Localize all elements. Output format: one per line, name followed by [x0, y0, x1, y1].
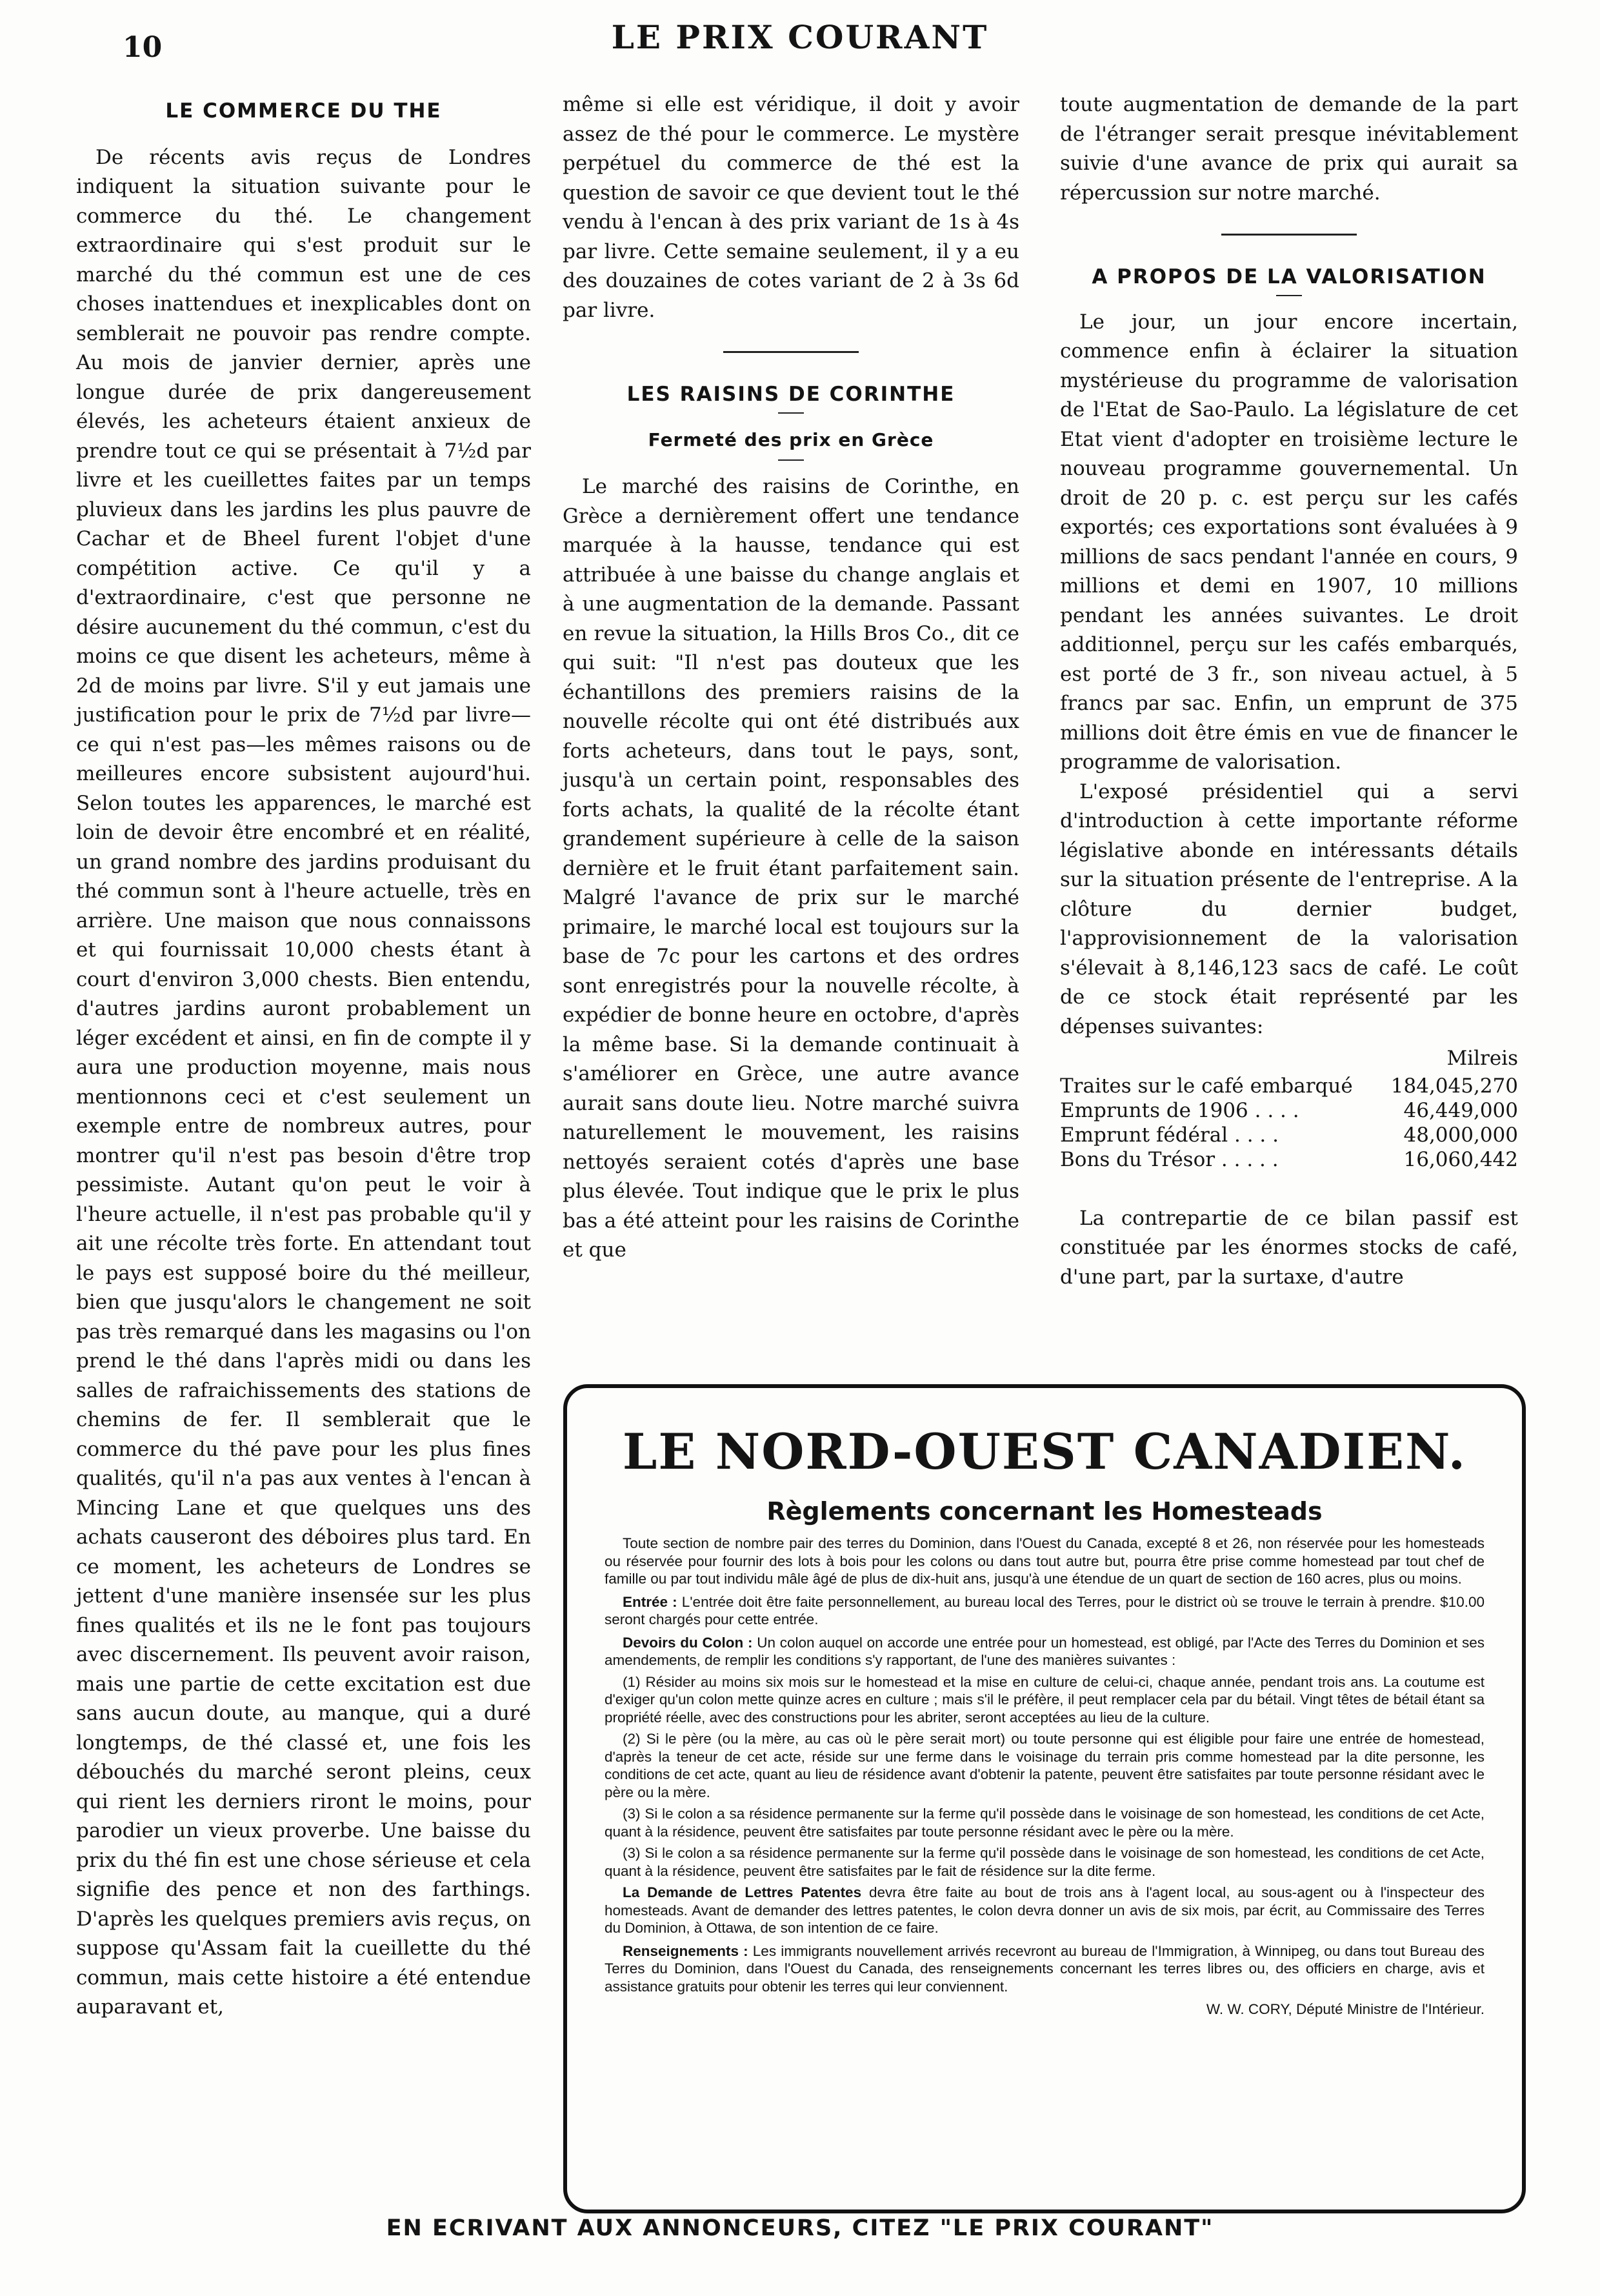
article-paragraph: La contrepartie de ce bilan passif est constituée par les énormes stocks de café, d'une part, par la surtaxe, d'autre — [1060, 1206, 1518, 1289]
article-paragraph: De récents avis reçus de Londres indiquent la situation suivante pour le commerce du thé. Le changement extraordinaire qui s'est produit sur le marché du thé commun est une de ces choses inattendues et inexplicables dont on semblerait ne pouvoir pas rendre compte. Au mois de janvier dernier, après une longue durée de prix dangereusement élevés, les acheteurs étaient anxieux de prendre tout ce qui se présentait à 7½d par livre et les cueillettes faites par un temps pluvieux dans les jardins les plus pauvre de Cachar et de Bheel furent l'objet d'une compétition active. Ce qu'il y a d'extraordinaire, c'est que personne ne désire aucunement du thé commun, c'est du moins ce que disent les acheteurs, même à 2d de moins par livre. S'il y eut jamais une justification pour le prix de 7½d par livre—ce qui n'est pas—les mêmes raisons ou de meilleures encore subsistent aujourd'hui. Selon toutes les apparences, le marché est loin de devoir être encombré et en réalité, un grand nombre des jardins produisant du thé commun sont à l'heure actuelle, très en arrière. Une maison que nous connaissons et qui fournissait 10,000 chests étant à court d'environ 3,000 chests. Bien entendu, d'autres jardins auront probablement un léger excédent et ainsi, en fin de compte il y aura une production moyenne, mais nous mentionnons ceci et c'est seulement un exemple entre de nombreux autres, pour montrer qu'il n'est pas besoin d'être trop pessimiste. Autant qu'on peut le voir à l'heure actuelle, il n'est pas probable qu'il y ait une récolte très forte. En attendant tout le pays est supposé boire du thé meilleur, bien que jusqu'alors le changement ne soit pas très remarqué dans les magasins ou l'on prend le thé dans l'après midi ou dans les salles de rafraichissements des stations de chemins de fer. Il semblerait que le commerce du thé pave pour les plus fines qualités, qu'il n'a pas aux ventes à l'encan à Mincing Lane et que quelques uns des achats causeront des déboires plus tard. En ce moment, les acheteurs de Londres se jettent d'une manière insensée sur les plus fines qualités et ils ne le font pas toujours avec discernement. Ils peuvent avoir raison, mais une partie de cette excitation est due sans aucun doute, au manque, qui a duré longtemps, de thé classé et, une fois les débouchés du marché seront pleins, ceux qui rient les derniers riront le moins, pour parodier un vieux proverbe. Une baisse du prix du thé fin est une chose sérieuse et cela signifie des pence et non des farthings. D'après les quelques premiers avis reçus, on suppose qu'Assam fait la cueillette du thé commun, mais cette histoire a été entendue auparavant et, — [76, 145, 531, 2019]
ad-demande-text: devra être faite au bout de trois ans à l'agent local, au sous-agent ou à l'inspecteur des homesteads. Avant de demander des lettres patentes, le colon devra donner un avis de six mois, par écrit, au Commissaire des Terres du Dominion, à Ottawa, de son intention de ce faire. — [605, 1884, 1485, 1936]
column-commerce-du-the — [76, 97, 531, 2022]
article-title-valorisation: A PROPOS DE LA VALORISATION — [1092, 265, 1486, 288]
page-number: 10 — [123, 31, 163, 64]
ad-entree-lead: Entrée : — [623, 1593, 677, 1610]
row-value: 184,045,270 — [1390, 1074, 1518, 1098]
subtitle-divider — [778, 459, 804, 461]
row-label: Traites sur le café embarqué — [1060, 1074, 1353, 1098]
ad-entree — [605, 1593, 1485, 1629]
ad-renseignements-text: Les immigrants nouvellement arrivés recevront au bureau de l'Immigration, à Winnipeg, ou dans tout Bureau des Terres du Dominion, dans l'Ouest du Canada, des renseignements concernant les terres libres ou, des officiers en charge, avis et assistance gratuits pour obtenir les terres qui leur conviennent. — [605, 1942, 1485, 1995]
ad-devoirs — [605, 1634, 1485, 1669]
column-raisins-de-corinthe — [563, 90, 1019, 1265]
row-value: 46,449,000 — [1403, 1098, 1518, 1122]
ad-intro: Toute section de nombre pair des terres du Dominion, dans l'Ouest du Canada, excepté 8 et 26, non réservée pour les homesteads ou réservée pour fournir des lots à bois pour les colons ou dans tout autre but, pourra être prise comme homestead par tout chef de famille ou par tout individu mâle âgé de plus de dix-huit ans, jusqu'à une étendue de un quart de section de 160 acres, plus ou moins. — [605, 1535, 1485, 1587]
ad-condition-3b: (3) Si le colon a sa résidence permanente sur la ferme qu'il possède dans le voisinage de son homestead, les conditions de cet Acte, quant à la résidence, peuvent être satisfaites par le fait de résidence sur la dite ferme. — [605, 1845, 1485, 1879]
article-title-raisins-de-corinthe: LES RAISINS DE CORINTHE — [626, 383, 955, 406]
ad-title: LE NORD-OUEST CANADIEN. — [622, 1423, 1467, 1480]
page-footer: EN ECRIVANT AUX ANNONCEURS, CITEZ "LE PRIX COURANT" — [386, 2215, 1214, 2241]
ad-devoirs-lead: Devoirs du Colon : — [623, 1634, 753, 1651]
ad-renseignements-lead: Renseignements : — [623, 1942, 748, 1959]
article-paragraph: Le jour, un jour encore incertain, commence enfin à éclairer la situation mystérieuse du programme de valorisation de l'Etat de Sao-Paulo. La législature de cet Etat vient d'adopter en troisième lecture le nouveau programme gouvernemental. Un droit de 20 p. c. est perçu sur les cafés exportés; ces exportations sont évaluées à 9 millions de sacs pendant l'année en cours, 9 millions et demi en 1907, 10 millions pendant les années suivantes. Le droit additionnel, perçu sur les cafés embarqués, est porté de 3 fr., son niveau actuel, à 5 francs par sac. Enfin, un emprunt de 375 millions doit être émis en vue de financer le programme de valorisation. — [1060, 310, 1518, 774]
expenses-table — [1060, 1074, 1518, 1172]
section-divider — [723, 351, 859, 353]
table-row — [1060, 1074, 1518, 1098]
ad-devoirs-text: Un colon auquel on accorde une entrée pour un homestead, est obligé, par l'Acte des Terres du Dominion et ses amendements, de remplir les conditions s'y rapportant, de l'une des manières suivantes : — [605, 1634, 1485, 1668]
row-label: Emprunt fédéral . . . . — [1060, 1123, 1279, 1147]
column-valorisation — [1060, 90, 1518, 1292]
article-paragraph: Le marché des raisins de Corinthe, en Grèce a dernièrement offert une tendance marquée à la hausse, tendance qui est attribuée à une baisse du change anglais et à une augmentation de la demande. Passant en revue la situation, la Hills Bros Co., dit ce qui suit: "Il n'est pas douteux que les échantillons des premiers raisins de la nouvelle récolte qui ont été distribués aux forts acheteurs, dans tout le pays, sont, jusqu'à un certain point, responsables des forts achats, la qualité de la récolte étant grandement supérieure à celle de la saison dernière et le fruit étant parfaitement sain. Malgré l'avance de prix sur le marché primaire, le marché local est toujours sur la base de 7c pour les cartons et des ordres sont enregistrés pour la nouvelle récolte, à expédier de bonne heure en octobre, d'après la même base. Si la demande continuait à s'améliorer en Grèce, une autre avance aurait sans doute lieu. Notre marché suivra naturellement le mouvement, les raisins nettoyés seraient cotés d'après une base plus élevée. Tout indique que le prix le plus bas a été atteint pour les raisins de Corinthe et que — [563, 475, 1019, 1262]
ad-body — [605, 1535, 1485, 2019]
row-value: 48,000,000 — [1403, 1123, 1518, 1147]
ad-demande — [605, 1884, 1485, 1937]
ad-signature: W. W. CORY, Député Ministre de l'Intérieur. — [1206, 2001, 1485, 2017]
table-row — [1060, 1098, 1518, 1123]
ad-demande-lead: La Demande de Lettres Patentes — [623, 1884, 862, 1900]
row-value: 16,060,442 — [1403, 1147, 1518, 1171]
table-unit-label: Milreis — [1446, 1047, 1518, 1070]
article-subtitle: Fermeté des prix en Grèce — [648, 428, 934, 450]
section-divider — [1221, 234, 1357, 236]
ad-subtitle: Règlements concernant les Homesteads — [766, 1497, 1323, 1526]
title-divider — [778, 412, 804, 414]
ad-entree-text: L'entrée doit être faite personnellement, au bureau local des Terres, pour le district où se trouve le terrain à prendre. $10.00 seront chargés pour cette entrée. — [605, 1593, 1485, 1627]
ad-condition-2: (2) Si le père (ou la mère, au cas où le père serait mort) ou toute personne qui est éligible pour faire une entrée de homestead, d'après la teneur de cet acte, réside sur une ferme dans le voisinage du terrain pris comme homestead par la dite personne, les conditions de cet acte, quant au lieu de résidence avant d'obtenir la patente, peuvent être satisfaites par toute personne résidant avec le père ou la mère. — [605, 1731, 1485, 1800]
advertisement-nord-ouest-canadien — [563, 1384, 1526, 2213]
article-title-commerce-du-the: LE COMMERCE DU THE — [165, 99, 442, 123]
article-continuation: même si elle est véridique, il doit y avoir assez de thé pour le commerce. Le mystère perpétuel du commerce de thé est la question de savoir ce que devient tout le thé vendu à l'encan à des prix variant de 1s à 4s par livre. Cette semaine seulement, il y a eu des douzaines de cotes variant de 2 à 3s 6d par livre. — [563, 93, 1019, 322]
running-title: LE PRIX COURANT — [611, 18, 989, 56]
article-paragraph: L'exposé présidentiel qui a servi d'introduction à cette importante réforme législative abonde en intéressants détails sur la situation présente de l'entreprise. A la clôture du dernier budget, l'approvisionnement de la valorisation s'élevait à 8,146,123 sacs de café. Le coût de ce stock était représenté par les dépenses suivantes: — [1060, 780, 1518, 1038]
ad-renseignements — [605, 1942, 1485, 1996]
row-label: Emprunts de 1906 . . . . — [1060, 1098, 1299, 1122]
title-divider — [1276, 295, 1302, 296]
table-row — [1060, 1147, 1518, 1172]
ad-condition-1: (1) Résider au moins six mois sur le homestead et la mise en culture de celui-ci, chaque année, pendant trois ans. La coutume est d'exiger qu'un colon mette quinze acres en culture ; mais s'il le préfère, il peut remplacer cela par du bétail. Vingt têtes de bétail étant sa propriété réelle, avec des constructions pour les abriter, seront acceptées au lieu de la culture. — [605, 1673, 1485, 1726]
ad-condition-3a: (3) Si le colon a sa résidence permanente sur la ferme qu'il possède dans le voisinage de son homestead, les conditions de cet Acte, quant à la résidence, peuvent être satisfaites par toute personne résidant avec le père ou la mère. — [605, 1806, 1485, 1840]
row-label: Bons du Trésor . . . . . — [1060, 1147, 1279, 1171]
article-continuation: toute augmentation de demande de la part de l'étranger serait presque inévitablement suivie d'une avance de prix qui aurait sa répercussion sur notre marché. — [1060, 93, 1518, 205]
table-row — [1060, 1123, 1518, 1147]
